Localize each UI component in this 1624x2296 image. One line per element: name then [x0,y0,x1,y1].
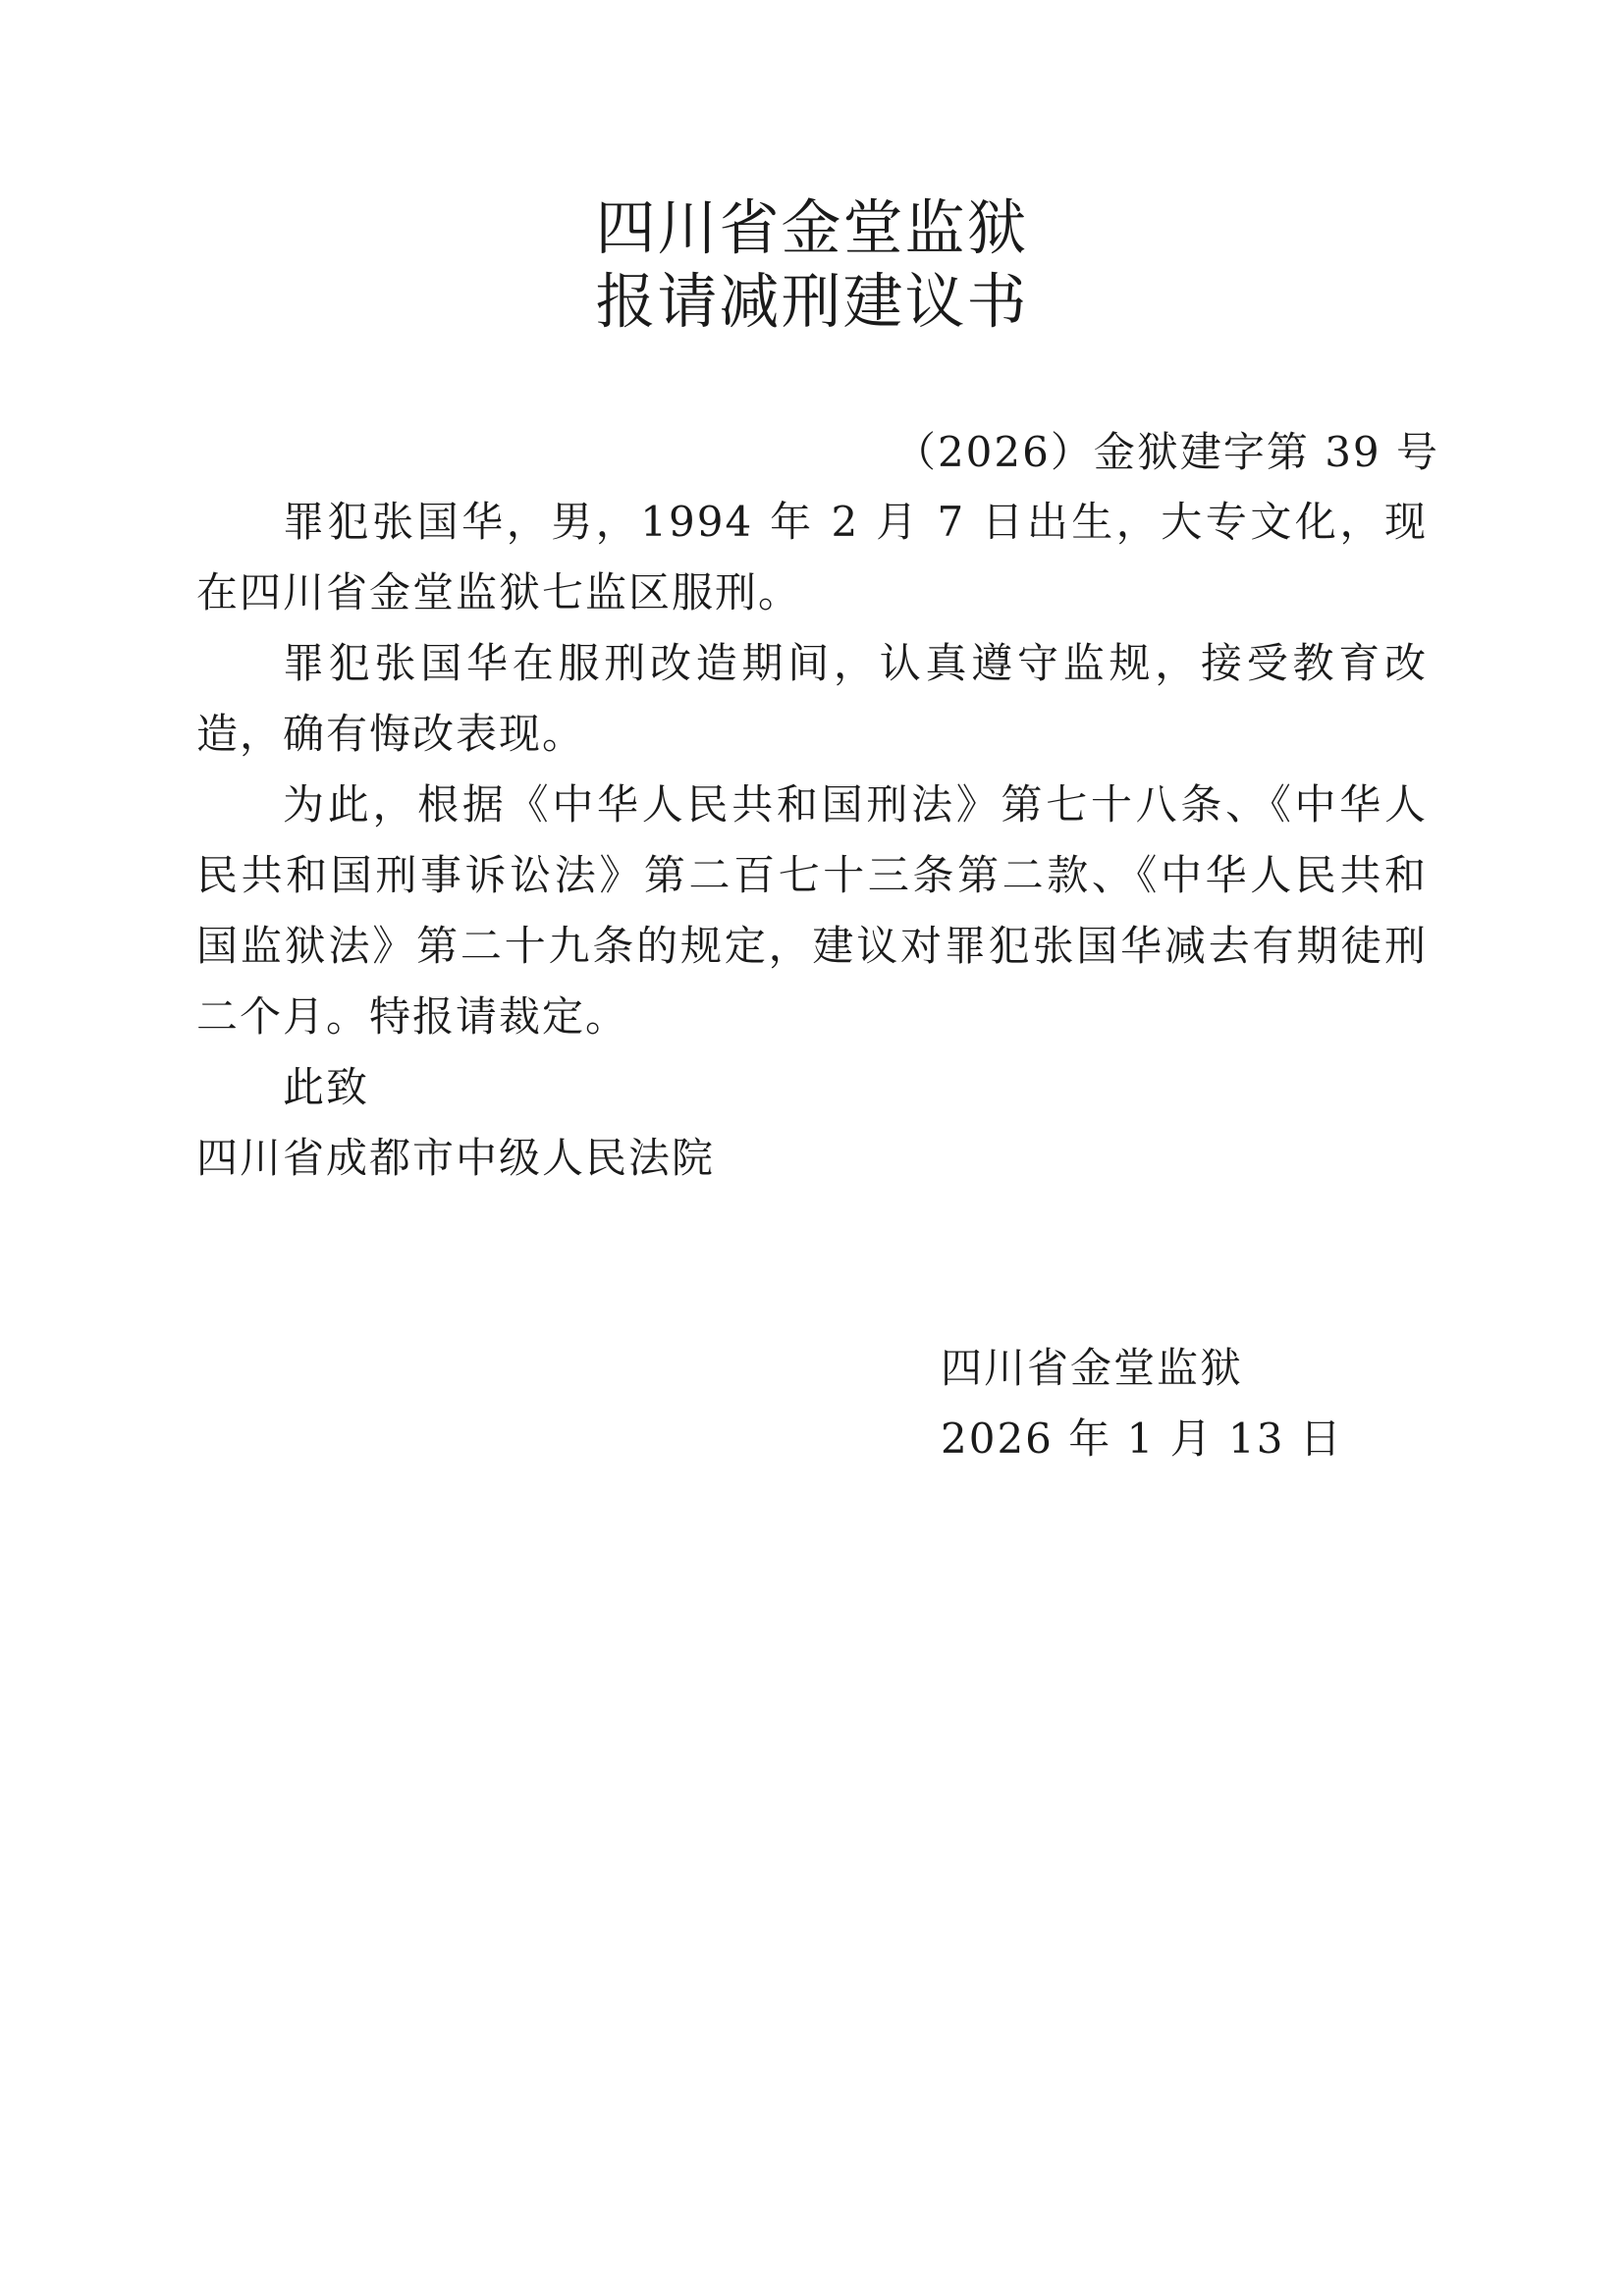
signature-date: 2026 年 1 月 13 日 [941,1415,1343,1463]
paragraph-legal-basis: 为此，根据《中华人民共和国刑法》第七十八条、《中华人民共和国刑事诉讼法》第二百七十三条第二款、《中华人民共和国监狱法》第二十九条的规定，建议对罪犯张国华减去有期徒刑二个月。特报请裁定。 [196,780,1428,1041]
document-title-line1: 四川省金堂监狱 [595,193,1029,263]
document-title-line2: 报请减刑建议书 [595,267,1029,337]
recipient: 四川省成都市中级人民法院 [196,1134,716,1182]
signature-organization: 四川省金堂监狱 [941,1344,1244,1392]
paragraph-personal-info: 罪犯张国华，男，1994 年 2 月 7 日出生，大专文化，现在四川省金堂监狱七监区服刑。 [196,498,1428,616]
salutation: 此致 [283,1063,370,1111]
document-number: （2026）金狱建字第 39 号 [893,428,1439,476]
paragraph-performance: 罪犯张国华在服刑改造期间，认真遵守监规，接受教育改造，确有悔改表现。 [196,639,1428,758]
